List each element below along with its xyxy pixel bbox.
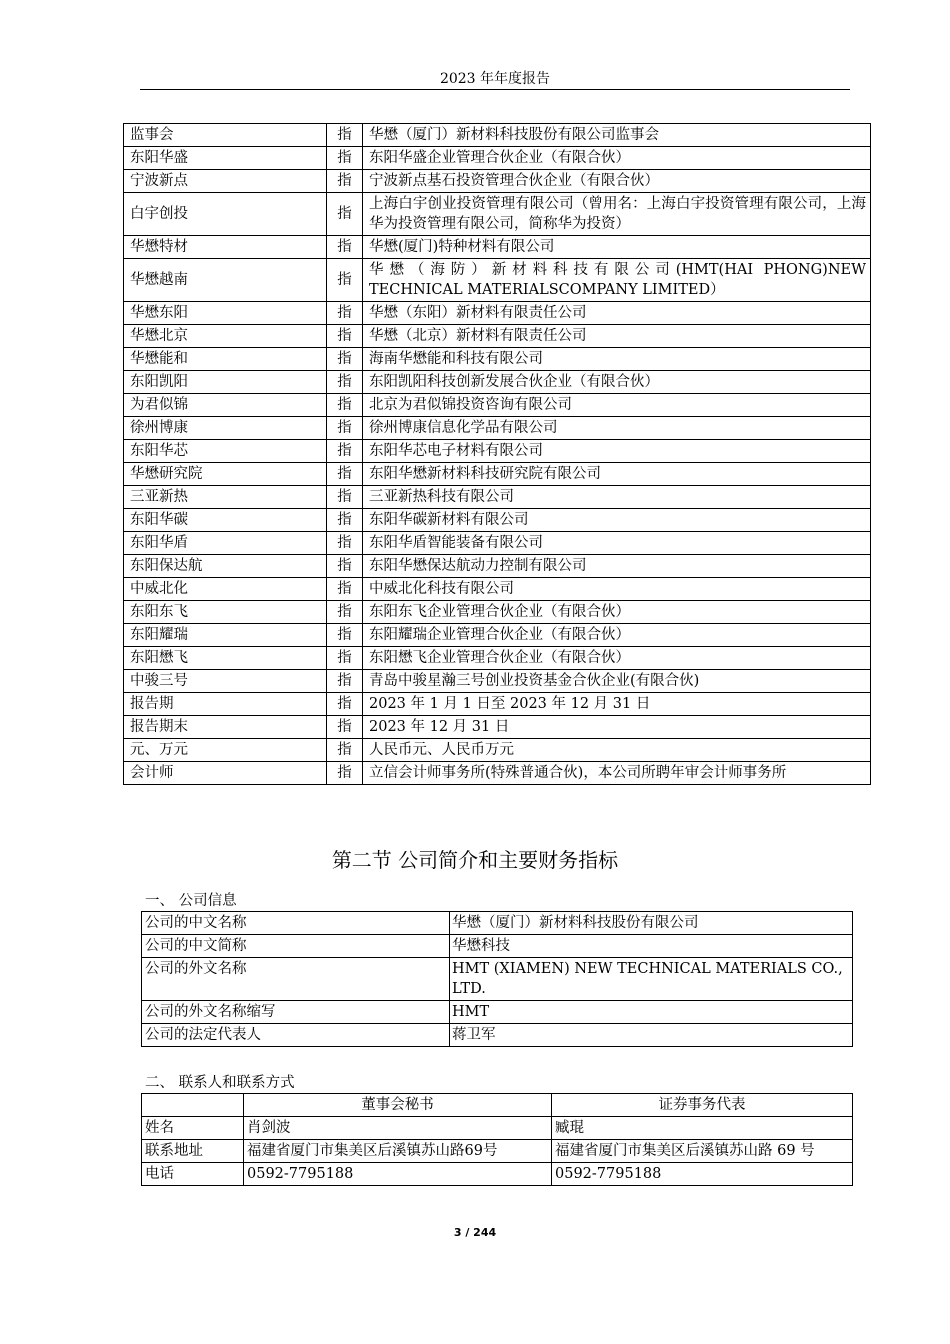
- definition-meaning: 东阳华盾智能装备有限公司: [363, 532, 871, 555]
- definition-meaning: 人民币元、人民币万元: [363, 739, 871, 762]
- definition-term: 中骏三号: [124, 670, 327, 693]
- definition-term: 中威北化: [124, 578, 327, 601]
- definition-separator: 指: [327, 325, 363, 348]
- definition-term: 华懋特材: [124, 236, 327, 259]
- definition-separator: 指: [327, 417, 363, 440]
- definition-term: 东阳华盾: [124, 532, 327, 555]
- definition-separator: 指: [327, 762, 363, 785]
- definition-term: 东阳华盛: [124, 147, 327, 170]
- definition-meaning: 中威北化科技有限公司: [363, 578, 871, 601]
- table-row: [124, 170, 871, 193]
- definition-term: 华懋能和: [124, 348, 327, 371]
- definition-meaning: 上海白宇创业投资管理有限公司（曾用名：上海白宇投资管理有限公司，上海华为投资管理有限公司，简称华为投资）: [363, 193, 871, 236]
- table-row: [124, 417, 871, 440]
- definition-meaning: 华懋（东阳）新材料有限责任公司: [363, 302, 871, 325]
- table-row: [124, 124, 871, 147]
- definition-term: 华懋北京: [124, 325, 327, 348]
- definition-separator: 指: [327, 670, 363, 693]
- table-row: [124, 532, 871, 555]
- definition-separator: 指: [327, 302, 363, 325]
- company-info-value: HMT (XIAMEN) NEW TECHNICAL MATERIALS CO., LTD.: [450, 958, 853, 1001]
- definition-term: 华懋研究院: [124, 463, 327, 486]
- contact-representative: 0592-7795188: [552, 1163, 853, 1186]
- definition-term: 宁波新点: [124, 170, 327, 193]
- table-row: [124, 486, 871, 509]
- definition-separator: 指: [327, 371, 363, 394]
- contact-label: 电话: [142, 1163, 244, 1186]
- table-row: [124, 647, 871, 670]
- definition-separator: 指: [327, 170, 363, 193]
- definition-term: 报告期: [124, 693, 327, 716]
- company-info-label: 公司的外文名称: [142, 958, 450, 1001]
- table-row: [124, 670, 871, 693]
- table-row: [124, 371, 871, 394]
- table-row: [142, 958, 853, 1001]
- table-row: [124, 716, 871, 739]
- definition-separator: 指: [327, 236, 363, 259]
- company-info-label: 公司的中文简称: [142, 935, 450, 958]
- definition-separator: 指: [327, 463, 363, 486]
- definition-term: 会计师: [124, 762, 327, 785]
- company-info-heading: 一、 公司信息: [145, 893, 237, 909]
- table-row: [124, 259, 871, 302]
- company-info-value: HMT: [450, 1001, 853, 1024]
- company-info-table: [141, 911, 853, 1047]
- contact-header-representative: 证券事务代表: [552, 1094, 853, 1117]
- definition-term: 东阳华芯: [124, 440, 327, 463]
- table-row: [124, 463, 871, 486]
- definition-term: 华懋东阳: [124, 302, 327, 325]
- table-row: [142, 1001, 853, 1024]
- definition-term: 报告期末: [124, 716, 327, 739]
- company-info-value: 蒋卫军: [450, 1024, 853, 1047]
- company-info-value: 华懋（厦门）新材料科技股份有限公司: [450, 912, 853, 935]
- definition-meaning: 2023 年 1 月 1 日至 2023 年 12 月 31 日: [363, 693, 871, 716]
- definition-meaning: 华懋（厦门）新材料科技股份有限公司监事会: [363, 124, 871, 147]
- definition-meaning: 华懋（海防）新材料科技有限公司(HMT(HAI PHONG)NEW TECHNICAL MATERIALSCOMPANY LIMITED）: [363, 259, 871, 302]
- contact-secretary: 0592-7795188: [244, 1163, 552, 1186]
- contact-table: [141, 1093, 853, 1186]
- definition-meaning: 东阳华盛企业管理合伙企业（有限合伙）: [363, 147, 871, 170]
- table-row: [142, 1024, 853, 1047]
- table-row: [142, 935, 853, 958]
- definition-term: 东阳懋飞: [124, 647, 327, 670]
- definition-term: 白宇创投: [124, 193, 327, 236]
- contact-representative: 臧琨: [552, 1117, 853, 1140]
- definition-separator: 指: [327, 259, 363, 302]
- definition-meaning: 2023 年 12 月 31 日: [363, 716, 871, 739]
- definition-meaning: 东阳东飞企业管理合伙企业（有限合伙）: [363, 601, 871, 624]
- page-number: 3 / 244: [453, 1226, 497, 1239]
- table-row: [124, 693, 871, 716]
- contact-label: 联系地址: [142, 1140, 244, 1163]
- contact-heading: 二、 联系人和联系方式: [145, 1075, 295, 1091]
- definition-separator: 指: [327, 555, 363, 578]
- definition-meaning: 东阳凯阳科技创新发展合伙企业（有限合伙）: [363, 371, 871, 394]
- definition-separator: 指: [327, 394, 363, 417]
- definition-meaning: 东阳华懋新材料科技研究院有限公司: [363, 463, 871, 486]
- table-row: [124, 325, 871, 348]
- table-row: [124, 578, 871, 601]
- company-info-label: 公司的法定代表人: [142, 1024, 450, 1047]
- definition-separator: 指: [327, 693, 363, 716]
- definition-separator: 指: [327, 739, 363, 762]
- definition-meaning: 立信会计师事务所(特殊普通合伙)，本公司所聘年审会计师事务所: [363, 762, 871, 785]
- definition-meaning: 东阳华碳新材料有限公司: [363, 509, 871, 532]
- definition-meaning: 海南华懋能和科技有限公司: [363, 348, 871, 371]
- table-row: [124, 762, 871, 785]
- definition-separator: 指: [327, 578, 363, 601]
- contact-header-blank: [142, 1094, 244, 1117]
- definition-separator: 指: [327, 486, 363, 509]
- definition-separator: 指: [327, 348, 363, 371]
- definition-meaning: 华懋（北京）新材料有限责任公司: [363, 325, 871, 348]
- company-info-label: 公司的中文名称: [142, 912, 450, 935]
- definition-separator: 指: [327, 193, 363, 236]
- table-row: [142, 1163, 853, 1186]
- table-row: [142, 912, 853, 935]
- table-row: [142, 1140, 853, 1163]
- definition-term: 东阳华碳: [124, 509, 327, 532]
- definition-separator: 指: [327, 509, 363, 532]
- table-row: [124, 193, 871, 236]
- definition-meaning: 东阳耀瑞企业管理合伙企业（有限合伙）: [363, 624, 871, 647]
- definition-meaning: 宁波新点基石投资管理合伙企业（有限合伙）: [363, 170, 871, 193]
- contact-representative: 福建省厦门市集美区后溪镇苏山路 69 号: [552, 1140, 853, 1163]
- table-row: [124, 601, 871, 624]
- table-row: [124, 555, 871, 578]
- definition-term: 为君似锦: [124, 394, 327, 417]
- table-row: [124, 739, 871, 762]
- definition-term: 三亚新热: [124, 486, 327, 509]
- table-row: [124, 394, 871, 417]
- definition-separator: 指: [327, 532, 363, 555]
- table-row: [124, 302, 871, 325]
- definition-term: 东阳耀瑞: [124, 624, 327, 647]
- section-title: 第二节 公司简介和主要财务指标: [331, 848, 619, 872]
- definition-separator: 指: [327, 716, 363, 739]
- table-row: [124, 440, 871, 463]
- company-info-label: 公司的外文名称缩写: [142, 1001, 450, 1024]
- contact-secretary: 肖剑波: [244, 1117, 552, 1140]
- definition-meaning: 徐州博康信息化学品有限公司: [363, 417, 871, 440]
- definition-separator: 指: [327, 124, 363, 147]
- definition-separator: 指: [327, 147, 363, 170]
- definition-term: 东阳凯阳: [124, 371, 327, 394]
- definition-separator: 指: [327, 647, 363, 670]
- contact-label: 姓名: [142, 1117, 244, 1140]
- table-row: [124, 236, 871, 259]
- table-row: [142, 1117, 853, 1140]
- definition-separator: 指: [327, 440, 363, 463]
- definition-term: 元、万元: [124, 739, 327, 762]
- page-header: 2023 年年度报告: [140, 70, 850, 90]
- table-row: [124, 147, 871, 170]
- company-info-value: 华懋科技: [450, 935, 853, 958]
- definition-meaning: 华懋(厦门)特种材料有限公司: [363, 236, 871, 259]
- definition-meaning: 北京为君似锦投资咨询有限公司: [363, 394, 871, 417]
- definition-term: 华懋越南: [124, 259, 327, 302]
- definition-separator: 指: [327, 624, 363, 647]
- contact-header-row: [142, 1094, 853, 1117]
- definition-meaning: 东阳华懋保达航动力控制有限公司: [363, 555, 871, 578]
- definition-term: 监事会: [124, 124, 327, 147]
- definition-meaning: 东阳华芯电子材料有限公司: [363, 440, 871, 463]
- table-row: [124, 509, 871, 532]
- contact-header-secretary: 董事会秘书: [244, 1094, 552, 1117]
- table-row: [124, 624, 871, 647]
- definition-term: 徐州博康: [124, 417, 327, 440]
- definition-term: 东阳东飞: [124, 601, 327, 624]
- definition-separator: 指: [327, 601, 363, 624]
- definition-meaning: 东阳懋飞企业管理合伙企业（有限合伙）: [363, 647, 871, 670]
- definition-term: 东阳保达航: [124, 555, 327, 578]
- contact-secretary: 福建省厦门市集美区后溪镇苏山路69号: [244, 1140, 552, 1163]
- definitions-table: [123, 123, 871, 785]
- table-row: [124, 348, 871, 371]
- definition-meaning: 青岛中骏星瀚三号创业投资基金合伙企业(有限合伙): [363, 670, 871, 693]
- definition-meaning: 三亚新热科技有限公司: [363, 486, 871, 509]
